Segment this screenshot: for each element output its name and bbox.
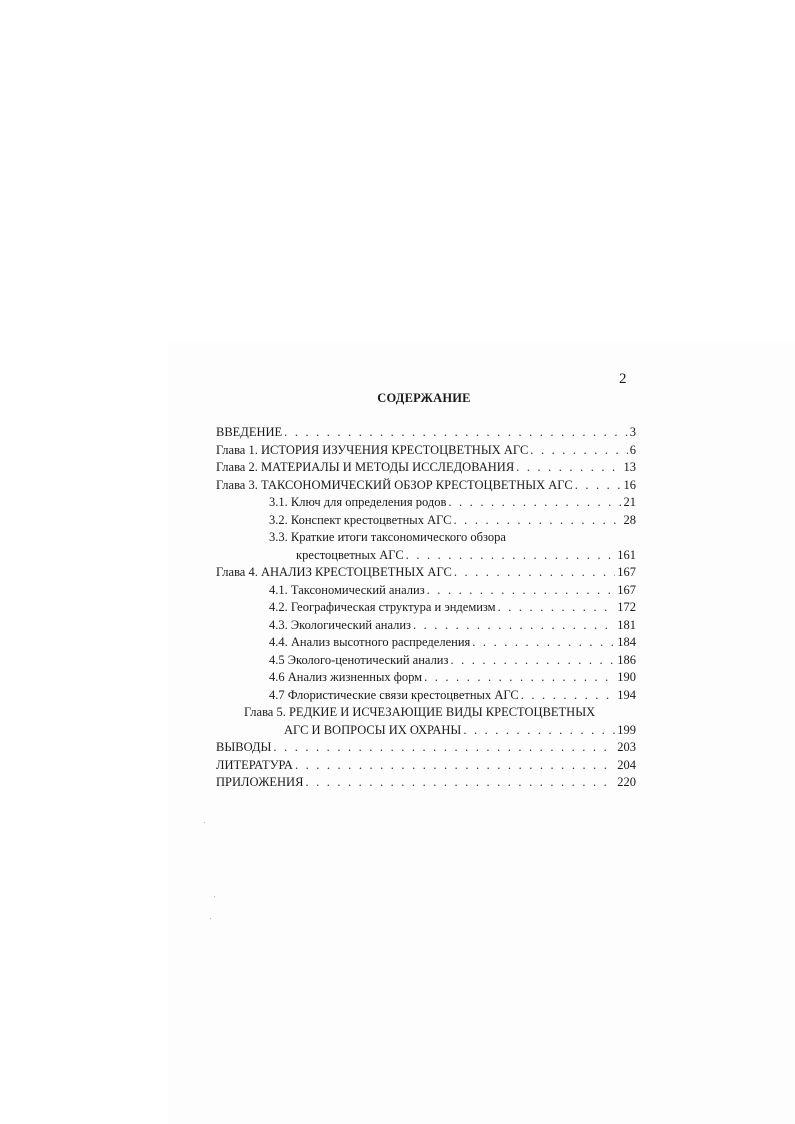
leader-dots: [305, 774, 615, 792]
leader-dots: [448, 494, 621, 512]
toc-entry-chapter-5-continued[interactable]: [216, 722, 636, 740]
toc-page: 220: [617, 775, 636, 789]
toc-entry-section-4-6[interactable]: [216, 669, 636, 687]
toc-page: 16: [623, 477, 636, 492]
toc-page: 203: [617, 740, 636, 754]
toc-label: ВЫВОДЫ: [216, 740, 272, 754]
toc-page: 28: [623, 512, 636, 527]
toc-page: 172: [617, 600, 636, 614]
toc-page: 190: [617, 670, 636, 684]
toc-page: 21: [623, 495, 636, 509]
leader-dots: [450, 652, 615, 670]
scan-speck: [204, 822, 205, 823]
leader-dots: [521, 687, 616, 705]
toc-page: 3: [629, 425, 636, 439]
page-number: 2: [619, 371, 627, 387]
toc-page: 167: [617, 565, 636, 579]
leader-dots: [472, 634, 615, 652]
toc-entry-appendices[interactable]: [216, 774, 636, 792]
toc-label: 4.6 Анализ жизненных форм: [269, 670, 423, 684]
table-of-contents: [216, 424, 636, 792]
toc-entry-chapter-5[interactable]: [216, 704, 636, 722]
toc-entry-conclusions[interactable]: [216, 739, 636, 757]
toc-label: ЛИТЕРАТУРА: [216, 757, 293, 772]
toc-label: Глава 2. МАТЕРИАЛЫ И МЕТОДЫ ИССЛЕДОВАНИЯ: [216, 460, 515, 474]
toc-label-continued: крестоцветных АГС: [296, 547, 404, 562]
leader-dots: [406, 547, 616, 565]
leader-dots: [413, 617, 615, 635]
toc-label: Глава 4. АНАЛИЗ КРЕСТОЦВЕТНЫХ АГС: [216, 565, 452, 579]
toc-page: 184: [617, 635, 636, 649]
toc-entry-section-4-3[interactable]: [216, 617, 636, 635]
toc-entry-section-3-1[interactable]: [216, 494, 636, 512]
toc-page: 6: [629, 442, 636, 457]
toc-page: 161: [617, 547, 636, 562]
scan-speck: [214, 896, 215, 897]
toc-label: Глава 5. РЕДКИЕ И ИСЧЕЗАЮЩИЕ ВИДЫ КРЕСТОЦВЕТНЫХ: [244, 705, 596, 719]
toc-entry-chapter-1[interactable]: [216, 442, 636, 460]
toc-label: 3.2. Конспект крестоцветных АГС: [269, 512, 452, 527]
leader-dots: [463, 722, 615, 740]
leader-dots: [516, 459, 621, 477]
scan-speck: [210, 918, 211, 919]
leader-dots: [575, 477, 622, 495]
toc-label: 4.2. Географическая структура и эндемизм: [269, 600, 496, 614]
toc-page: 204: [617, 757, 636, 772]
toc-label: 3.3. Краткие итоги таксономического обзора: [269, 530, 506, 544]
toc-label: 4.7 Флористические связи крестоцветных АГС: [269, 687, 519, 702]
toc-entry-section-3-2[interactable]: [216, 512, 636, 530]
leader-dots: [295, 757, 615, 775]
toc-entry-chapter-4[interactable]: [216, 564, 636, 582]
toc-label: 4.1. Таксономический анализ: [269, 582, 425, 597]
leader-dots: [530, 442, 627, 460]
leader-dots: [454, 512, 622, 530]
toc-label: 4.5 Эколого-ценотический анализ: [269, 652, 449, 667]
toc-entry-section-3-3[interactable]: [216, 529, 636, 547]
leader-dots: [424, 669, 615, 687]
toc-page: 194: [617, 687, 636, 702]
toc-label: 3.1. Ключ для определения родов: [269, 495, 447, 509]
toc-page: 181: [617, 617, 636, 632]
page-title: СОДЕРЖАНИЕ: [377, 391, 471, 405]
toc-entry-section-3-3-continued[interactable]: [216, 547, 636, 565]
toc-entry-introduction[interactable]: [216, 424, 636, 442]
leader-dots: [284, 424, 628, 442]
leader-dots: [427, 582, 616, 600]
toc-label-continued: АГС И ВОПРОСЫ ИХ ОХРАНЫ: [284, 722, 462, 737]
toc-label: ПРИЛОЖЕНИЯ: [216, 775, 304, 789]
toc-entry-literature[interactable]: [216, 757, 636, 775]
toc-label: ВВЕДЕНИЕ: [216, 425, 283, 439]
toc-entry-chapter-2[interactable]: [216, 459, 636, 477]
toc-label: Глава 1. ИСТОРИЯ ИЗУЧЕНИЯ КРЕСТОЦВЕТНЫХ АГС: [216, 442, 529, 457]
toc-label: 4.4. Анализ высотного распределения: [269, 635, 471, 649]
toc-entry-section-4-2[interactable]: [216, 599, 636, 617]
leader-dots: [498, 599, 616, 617]
toc-entry-section-4-5[interactable]: [216, 652, 636, 670]
toc-page: 13: [623, 460, 636, 474]
toc-entry-section-4-7[interactable]: [216, 687, 636, 705]
toc-entry-chapter-3[interactable]: [216, 477, 636, 495]
toc-label: Глава 3. ТАКСОНОМИЧЕСКИЙ ОБЗОР КРЕСТОЦВЕТНЫХ АГС: [216, 477, 573, 492]
leader-dots: [273, 739, 615, 757]
toc-page: 199: [617, 722, 636, 737]
leader-dots: [454, 564, 615, 582]
toc-label: 4.3. Экологический анализ: [269, 617, 411, 632]
toc-page: 167: [617, 582, 636, 597]
toc-page: 186: [617, 652, 636, 667]
toc-entry-section-4-1[interactable]: [216, 582, 636, 600]
toc-entry-section-4-4[interactable]: [216, 634, 636, 652]
